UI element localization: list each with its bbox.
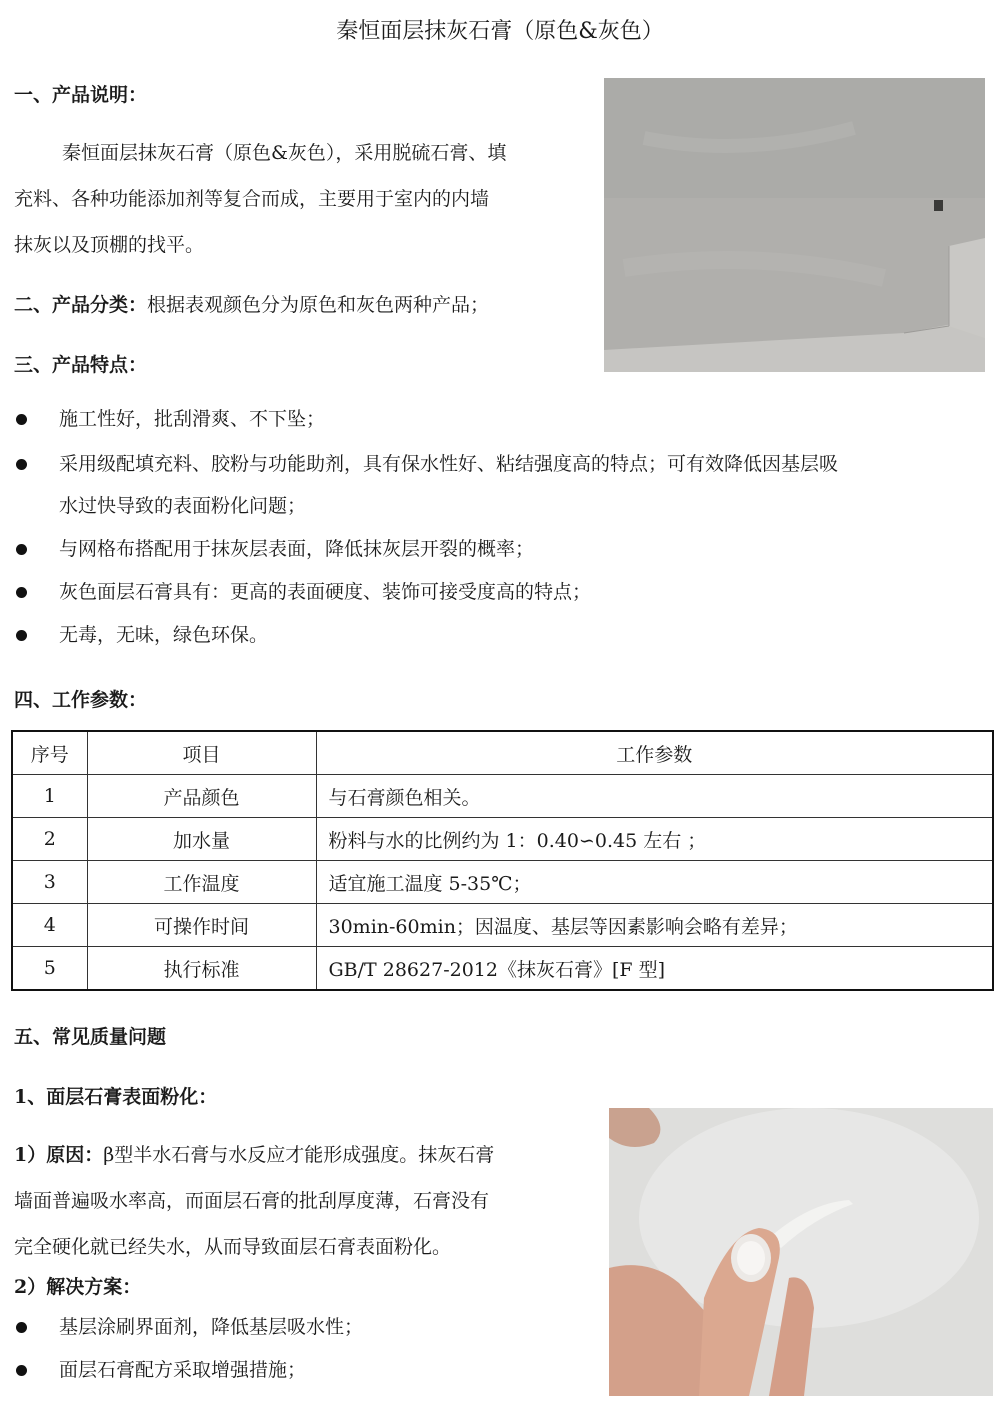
table-row	[12, 861, 993, 904]
feature-bullet-3	[14, 528, 989, 570]
feature-bullet-2	[14, 443, 989, 527]
table-cell-item: 产品颜色	[87, 775, 316, 818]
description-line: 充料、各种功能添加剂等复合而成，主要用于室内的内墙	[14, 188, 490, 210]
cause-line: 墙面普遍吸水率高，而面层石膏的批刮厚度薄，石膏没有	[14, 1190, 490, 1212]
section-heading-quality-issues: 五、常见质量问题	[14, 1026, 167, 1048]
feature-text-continued: 水过快导致的表面粉化问题；	[59, 495, 307, 517]
parameters-table	[11, 730, 994, 991]
table-row	[12, 904, 993, 947]
feature-text: 无毒，无味，绿色环保。	[59, 624, 269, 646]
table-cell-item: 执行标准	[87, 947, 316, 991]
table-cell-value: GB/T 28627-2012《抹灰石膏》[F 型]	[316, 947, 993, 991]
document-title: 秦恒面层抹灰石膏（原色&灰色）	[336, 19, 664, 44]
table-header-cell: 项目	[87, 731, 316, 775]
feature-text: 采用级配填充料、胶粉与功能助剂，具有保水性好、粘结强度高的特点；可有效降低因基层吸	[59, 453, 839, 475]
table-cell-value: 30min-60min；因温度、基层等因素影响会略有差异；	[316, 904, 993, 947]
table-cell-index: 5	[12, 947, 87, 991]
solution-text: 面层石膏配方采取增强措施；	[59, 1359, 307, 1381]
table-row	[12, 775, 993, 818]
solution-bullet-1	[14, 1306, 589, 1348]
feature-text: 灰色面层石膏具有：更高的表面硬度、装饰可接受度高的特点；	[59, 581, 592, 603]
feature-bullet-5	[14, 614, 989, 656]
table-cell-value: 适宜施工温度 5-35℃；	[316, 861, 993, 904]
wall-plaster-photo	[604, 78, 985, 372]
table-cell-index: 3	[12, 861, 87, 904]
table-cell-index: 2	[12, 818, 87, 861]
powdering-finger-photo-drawing	[609, 1108, 993, 1396]
table-cell-value: 粉料与水的比例约为 1：0.40∽0.45 左右 ；	[316, 818, 993, 861]
classification-text: 根据表观颜色分为原色和灰色两种产品；	[147, 294, 490, 316]
table-header-cell: 工作参数	[316, 731, 993, 775]
feature-bullet-4	[14, 571, 989, 613]
classification-label: 二、产品分类：	[14, 294, 148, 316]
table-cell-item: 可操作时间	[87, 904, 316, 947]
table-header-row	[12, 731, 993, 775]
table-cell-item: 加水量	[87, 818, 316, 861]
table-cell-value: 与石膏颜色相关。	[316, 775, 993, 818]
cause-line: 完全硬化就已经失水，从而导致面层石膏表面粉化。	[14, 1236, 452, 1258]
table-cell-index: 4	[12, 904, 87, 947]
feature-bullet-1	[14, 398, 989, 440]
section-heading-product-features: 三、产品特点：	[14, 354, 148, 376]
issue-heading-surface-powdering: 1、面层石膏表面粉化：	[14, 1086, 218, 1108]
section-heading-product-description: 一、产品说明：	[14, 84, 148, 106]
section-heading-product-classification	[14, 290, 489, 317]
cause-label: 1）原因：	[14, 1144, 104, 1166]
table-header-cell: 序号	[12, 731, 87, 775]
table-row	[12, 947, 993, 991]
table-cell-index: 1	[12, 775, 87, 818]
feature-text: 与网格布搭配用于抹灰层表面，降低抹灰层开裂的概率；	[59, 538, 535, 560]
description-line: 抹灰以及顶棚的找平。	[14, 234, 205, 256]
powdering-finger-photo	[609, 1108, 993, 1396]
wall-plaster-photo-drawing	[604, 78, 985, 372]
description-line: 秦恒面层抹灰石膏（原色&灰色），采用脱硫石膏、填	[62, 142, 507, 164]
solution-label: 2）解决方案：	[14, 1276, 142, 1298]
cause-paragraph	[14, 1132, 589, 1270]
solution-text: 基层涂刷界面剂，降低基层吸水性；	[59, 1316, 364, 1338]
solution-bullet-2	[14, 1349, 589, 1391]
table-row	[12, 818, 993, 861]
cause-line: 1）原因：β型半水石膏与水反应才能形成强度。抹灰石膏	[14, 1144, 495, 1166]
product-description-paragraph	[14, 130, 589, 268]
table-cell-item: 工作温度	[87, 861, 316, 904]
feature-text: 施工性好，批刮滑爽、不下坠；	[59, 408, 326, 430]
section-heading-working-parameters: 四、工作参数：	[14, 689, 148, 711]
